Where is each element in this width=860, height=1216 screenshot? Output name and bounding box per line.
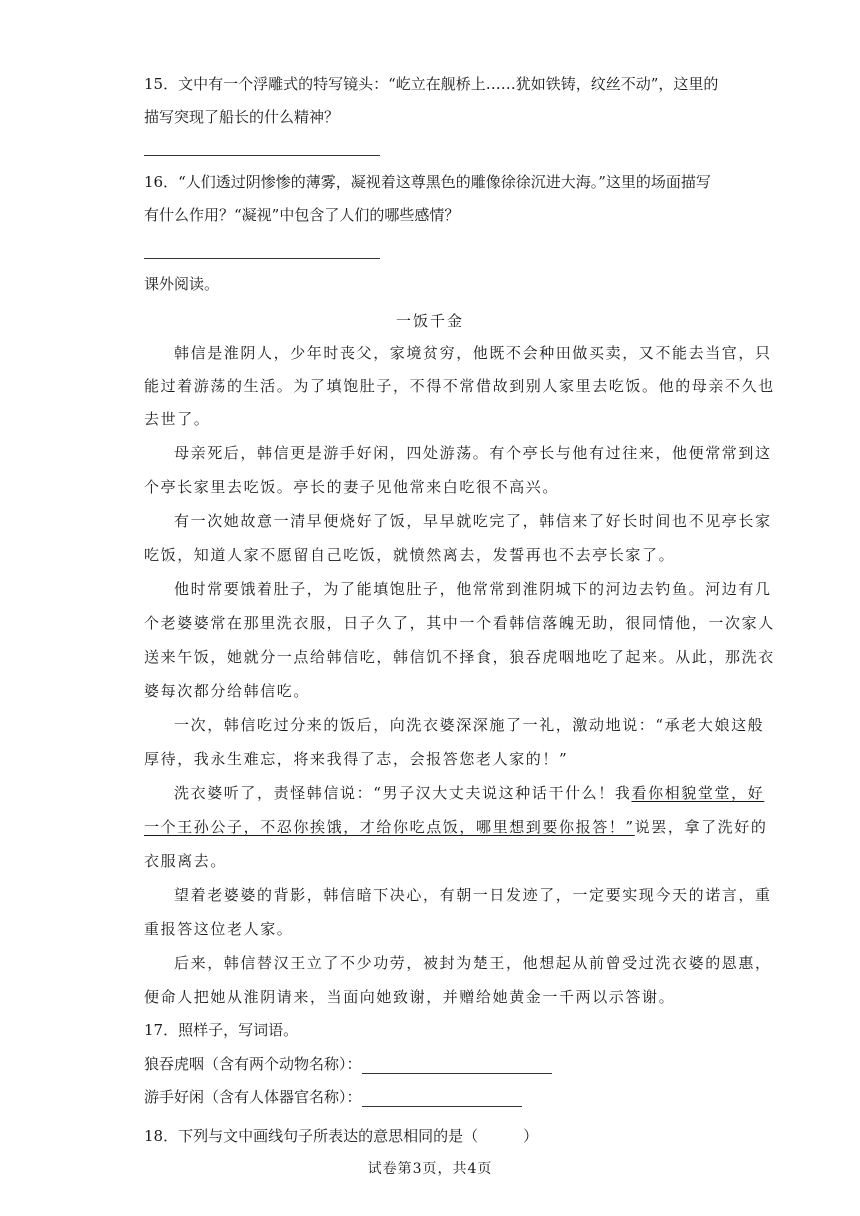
q17-item-2 [144, 1087, 522, 1107]
q17-item-1-answer[interactable] [362, 1059, 552, 1074]
section-label: 课外阅读。 [144, 275, 220, 293]
p4-line-2: 个老婆婆常在那里洗衣服，日子久了，其中一个看韩信落魄无助，很同情他，一次家人 [144, 614, 775, 632]
p5-line-2: 厚待，我永生难忘，将来我得了志，会报答您老人家的！” [144, 750, 569, 768]
q16-line-2: 有什么作用？“凝视”中包含了人们的哪些感情？ [144, 206, 460, 224]
q15-line-1: 15．文中有一个浮雕式的特写镜头：“屹立在舰桥上……犹如铁铸，纹丝不动”，这里的 [144, 75, 719, 93]
q17-item-1 [144, 1054, 552, 1074]
p1-line-2: 能过着游荡的生活。为了填饱肚子，不得不常借故到别人家里去吃饭。他的母亲不久也 [144, 377, 775, 395]
q16-line-1: 16．“人们透过阴惨惨的薄雾，凝视着这尊黑色的雕像徐徐沉进大海。”这里的场面描写 [144, 173, 711, 191]
p7-line-2: 重报答这位老人家。 [144, 920, 294, 938]
q15-line-2: 描写突现了船长的什么精神？ [144, 108, 340, 126]
q18-prompt: 18．下列与文中画线句子所表达的意思相同的是（ ） [144, 1127, 539, 1145]
p6-line-1-text: 洗衣婆听了，责怪韩信说：“男子汉大丈夫说这种话干什么！我 [174, 784, 632, 802]
p3-line-1: 有一次她故意一清早便烧好了饭，早早就吃完了，韩信来了好长时间也不见亭长家 [174, 512, 772, 530]
p6-line-3: 衣服离去。 [144, 852, 228, 870]
underlined-sentence-part-1: 看你相貌堂堂，好 [631, 784, 765, 802]
p6-line-1 [174, 783, 764, 803]
q17-item-2-answer[interactable] [362, 1092, 522, 1107]
p1-line-1: 韩信是淮阴人，少年时丧父，家境贫穷，他既不会种田做买卖，又不能去当官，只 [174, 344, 772, 362]
p5-line-1: 一次，韩信吃过分来的饭后，向洗衣婆深深施了一礼，激动地说：“承老大娘这般 [174, 716, 765, 734]
p4-line-1: 他时常要饿着肚子，为了能填饱肚子，他常常到淮阴城下的河边去钓鱼。河边有几 [174, 580, 772, 598]
q17-prompt: 17．照样子，写词语。 [144, 1021, 299, 1039]
article-title: 一饭千金 [395, 312, 464, 330]
p8-line-1: 后来，韩信替汉王立了不少功劳，被封为楚王，他想起从前曾受过洗衣婆的恩惠， [174, 954, 772, 972]
underlined-sentence-part-2: 一个王孙公子，不忍你挨饿，才给你吃点饭，哪里想到要你报答！” [144, 818, 635, 836]
p4-line-4: 婆每次都分给韩信吃。 [144, 682, 311, 700]
q17-item-1-label: 狼吞虎咽（含有两个动物名称）： [144, 1055, 362, 1073]
p2-line-1: 母亲死后，韩信更是游手好闲，四处游荡。有个亭长与他有过往来，他便常常到这 [174, 444, 772, 462]
p4-line-3: 送来午饭，她就分一点给韩信吃，韩信饥不择食，狼吞虎咽地吃了起来。从此，那洗衣 [144, 648, 775, 666]
p7-line-1: 望着老婆婆的背影，韩信暗下决心，有朝一日发迹了，一定要实现今天的诺言，重 [174, 886, 772, 904]
p1-line-3: 去世了。 [144, 410, 211, 428]
q16-answer-line[interactable] [144, 258, 380, 259]
page-footer: 试卷第3页，共4页 [367, 1161, 493, 1177]
p2-line-2: 个亭长家里去吃饭。亭长的妻子见他常来白吃很不高兴。 [144, 478, 560, 496]
p6-line-2 [144, 817, 767, 837]
q15-answer-line[interactable] [144, 155, 380, 156]
p8-line-2: 便命人把她从淮阴请来，当面向她致谢，并赠给她黄金一千两以示答谢。 [144, 988, 676, 1006]
q17-item-2-label: 游手好闲（含有人体器官名称）： [144, 1088, 362, 1106]
p6-line-2-text: 说罢，拿了洗好的 [634, 818, 768, 836]
p3-line-2: 吃饭，知道人家不愿留自己吃饭，就愤然离去，发誓再也不去亭长家了。 [144, 546, 676, 564]
